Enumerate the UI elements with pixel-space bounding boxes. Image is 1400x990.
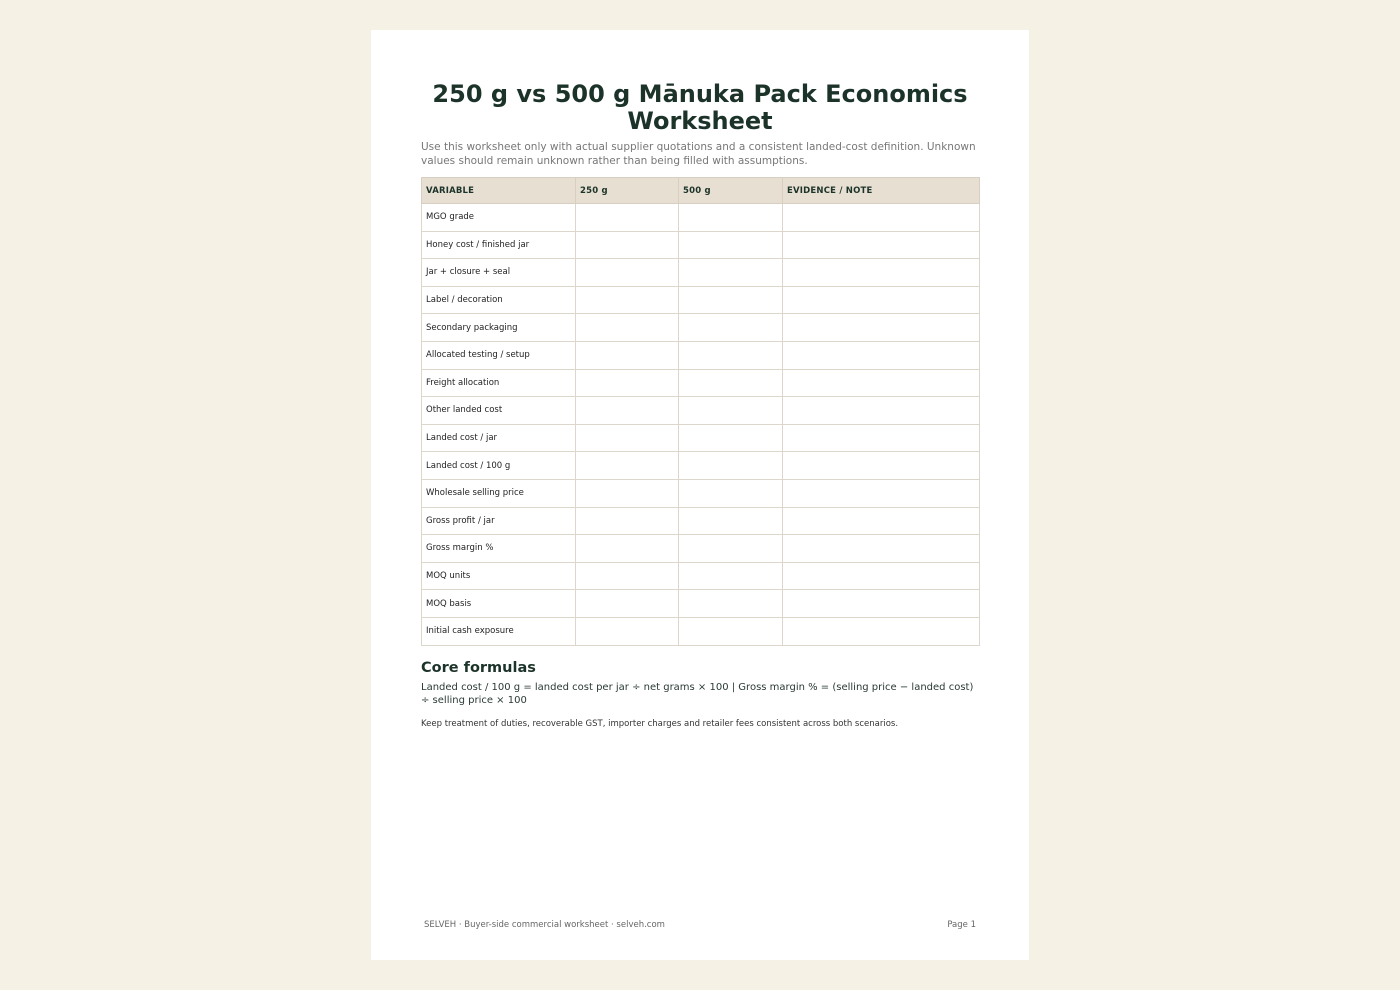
table-row: [422, 259, 980, 287]
cell-500g-value[interactable]: [679, 259, 783, 287]
cell-250g-value[interactable]: [576, 479, 679, 507]
cell-variable: Other landed cost: [422, 397, 576, 425]
cell-250g-value[interactable]: [576, 369, 679, 397]
header-variable: VARIABLE: [422, 178, 576, 204]
cell-500g-value[interactable]: [679, 286, 783, 314]
formulas-text: Landed cost / 100 g = landed cost per jar ÷ net grams × 100 | Gross margin % = (selling price − landed cost) ÷ selling price × 100: [421, 682, 974, 706]
table-row: [422, 341, 980, 369]
cell-500g-value[interactable]: [679, 507, 783, 535]
cell-500g-value[interactable]: [679, 590, 783, 618]
header-evidence-note: EVIDENCE / NOTE: [783, 178, 980, 204]
cell-250g-value[interactable]: [576, 286, 679, 314]
cell-500g-value[interactable]: [679, 562, 783, 590]
cell-variable: Gross margin %: [422, 535, 576, 563]
cell-500g-value[interactable]: [679, 452, 783, 480]
cell-250g-value[interactable]: [576, 562, 679, 590]
cell-evidence-note[interactable]: [783, 286, 980, 314]
table-row: [422, 562, 980, 590]
cell-evidence-note[interactable]: [783, 314, 980, 342]
table-row: [422, 204, 980, 232]
table-row: [422, 314, 980, 342]
cell-250g-value[interactable]: [576, 617, 679, 645]
cell-250g-value[interactable]: [576, 424, 679, 452]
cell-variable: Wholesale selling price: [422, 479, 576, 507]
table-row: [422, 535, 980, 563]
header-250g: 250 g: [576, 178, 679, 204]
table-row: [422, 590, 980, 618]
cell-500g-value[interactable]: [679, 341, 783, 369]
cell-500g-value[interactable]: [679, 314, 783, 342]
table-header-row: [422, 178, 980, 204]
table-row: [422, 397, 980, 425]
cell-500g-value[interactable]: [679, 369, 783, 397]
table-row: [422, 369, 980, 397]
cell-evidence-note[interactable]: [783, 341, 980, 369]
cell-evidence-note[interactable]: [783, 479, 980, 507]
cell-250g-value[interactable]: [576, 204, 679, 232]
cell-variable: Honey cost / finished jar: [422, 231, 576, 259]
cell-500g-value[interactable]: [679, 204, 783, 232]
cell-variable: Secondary packaging: [422, 314, 576, 342]
section-title-core-formulas: Core formulas: [421, 660, 536, 676]
cell-variable: Landed cost / jar: [422, 424, 576, 452]
cell-500g-value[interactable]: [679, 535, 783, 563]
cell-250g-value[interactable]: [576, 452, 679, 480]
cell-evidence-note[interactable]: [783, 590, 980, 618]
cell-evidence-note[interactable]: [783, 369, 980, 397]
cell-variable: MOQ units: [422, 562, 576, 590]
cell-evidence-note[interactable]: [783, 507, 980, 535]
cell-250g-value[interactable]: [576, 341, 679, 369]
cell-250g-value[interactable]: [576, 535, 679, 563]
table-row: [422, 507, 980, 535]
cell-variable: Label / decoration: [422, 286, 576, 314]
cell-evidence-note[interactable]: [783, 617, 980, 645]
cell-250g-value[interactable]: [576, 259, 679, 287]
consistency-note: Keep treatment of duties, recoverable GST, importer charges and retailer fees consistent across both scenarios.: [421, 719, 899, 729]
cell-evidence-note[interactable]: [783, 259, 980, 287]
worksheet-page: [371, 30, 1029, 960]
cell-250g-value[interactable]: [576, 507, 679, 535]
table-row: [422, 286, 980, 314]
cell-evidence-note[interactable]: [783, 204, 980, 232]
cell-500g-value[interactable]: [679, 397, 783, 425]
cell-evidence-note[interactable]: [783, 535, 980, 563]
cell-evidence-note[interactable]: [783, 397, 980, 425]
table-row: [422, 452, 980, 480]
cell-variable: Landed cost / 100 g: [422, 452, 576, 480]
cell-variable: Gross profit / jar: [422, 507, 576, 535]
page-number: Page 1: [947, 920, 976, 930]
cell-250g-value[interactable]: [576, 314, 679, 342]
cell-evidence-note[interactable]: [783, 562, 980, 590]
cell-variable: Freight allocation: [422, 369, 576, 397]
cell-250g-value[interactable]: [576, 231, 679, 259]
cell-evidence-note[interactable]: [783, 452, 980, 480]
cell-variable: MGO grade: [422, 204, 576, 232]
cell-variable: Allocated testing / setup: [422, 341, 576, 369]
table-row: [422, 424, 980, 452]
intro-text: Use this worksheet only with actual supplier quotations and a consistent landed-cost definition. Unknown values should remain unknown rather than being filled with assumptions.: [421, 141, 976, 167]
cell-500g-value[interactable]: [679, 231, 783, 259]
worksheet-table: [421, 177, 980, 646]
header-500g: 500 g: [679, 178, 783, 204]
table-row: [422, 231, 980, 259]
footer-left: SELVEH · Buyer-side commercial worksheet · selveh.com: [424, 920, 665, 930]
cell-variable: MOQ basis: [422, 590, 576, 618]
table-row: [422, 617, 980, 645]
cell-evidence-note[interactable]: [783, 231, 980, 259]
table-row: [422, 479, 980, 507]
cell-250g-value[interactable]: [576, 590, 679, 618]
cell-evidence-note[interactable]: [783, 424, 980, 452]
cell-variable: Initial cash exposure: [422, 617, 576, 645]
cell-500g-value[interactable]: [679, 424, 783, 452]
cell-500g-value[interactable]: [679, 617, 783, 645]
cell-250g-value[interactable]: [576, 397, 679, 425]
cell-500g-value[interactable]: [679, 479, 783, 507]
page-title: 250 g vs 500 g Mānuka Pack Economics Worksheet: [432, 80, 968, 135]
cell-variable: Jar + closure + seal: [422, 259, 576, 287]
